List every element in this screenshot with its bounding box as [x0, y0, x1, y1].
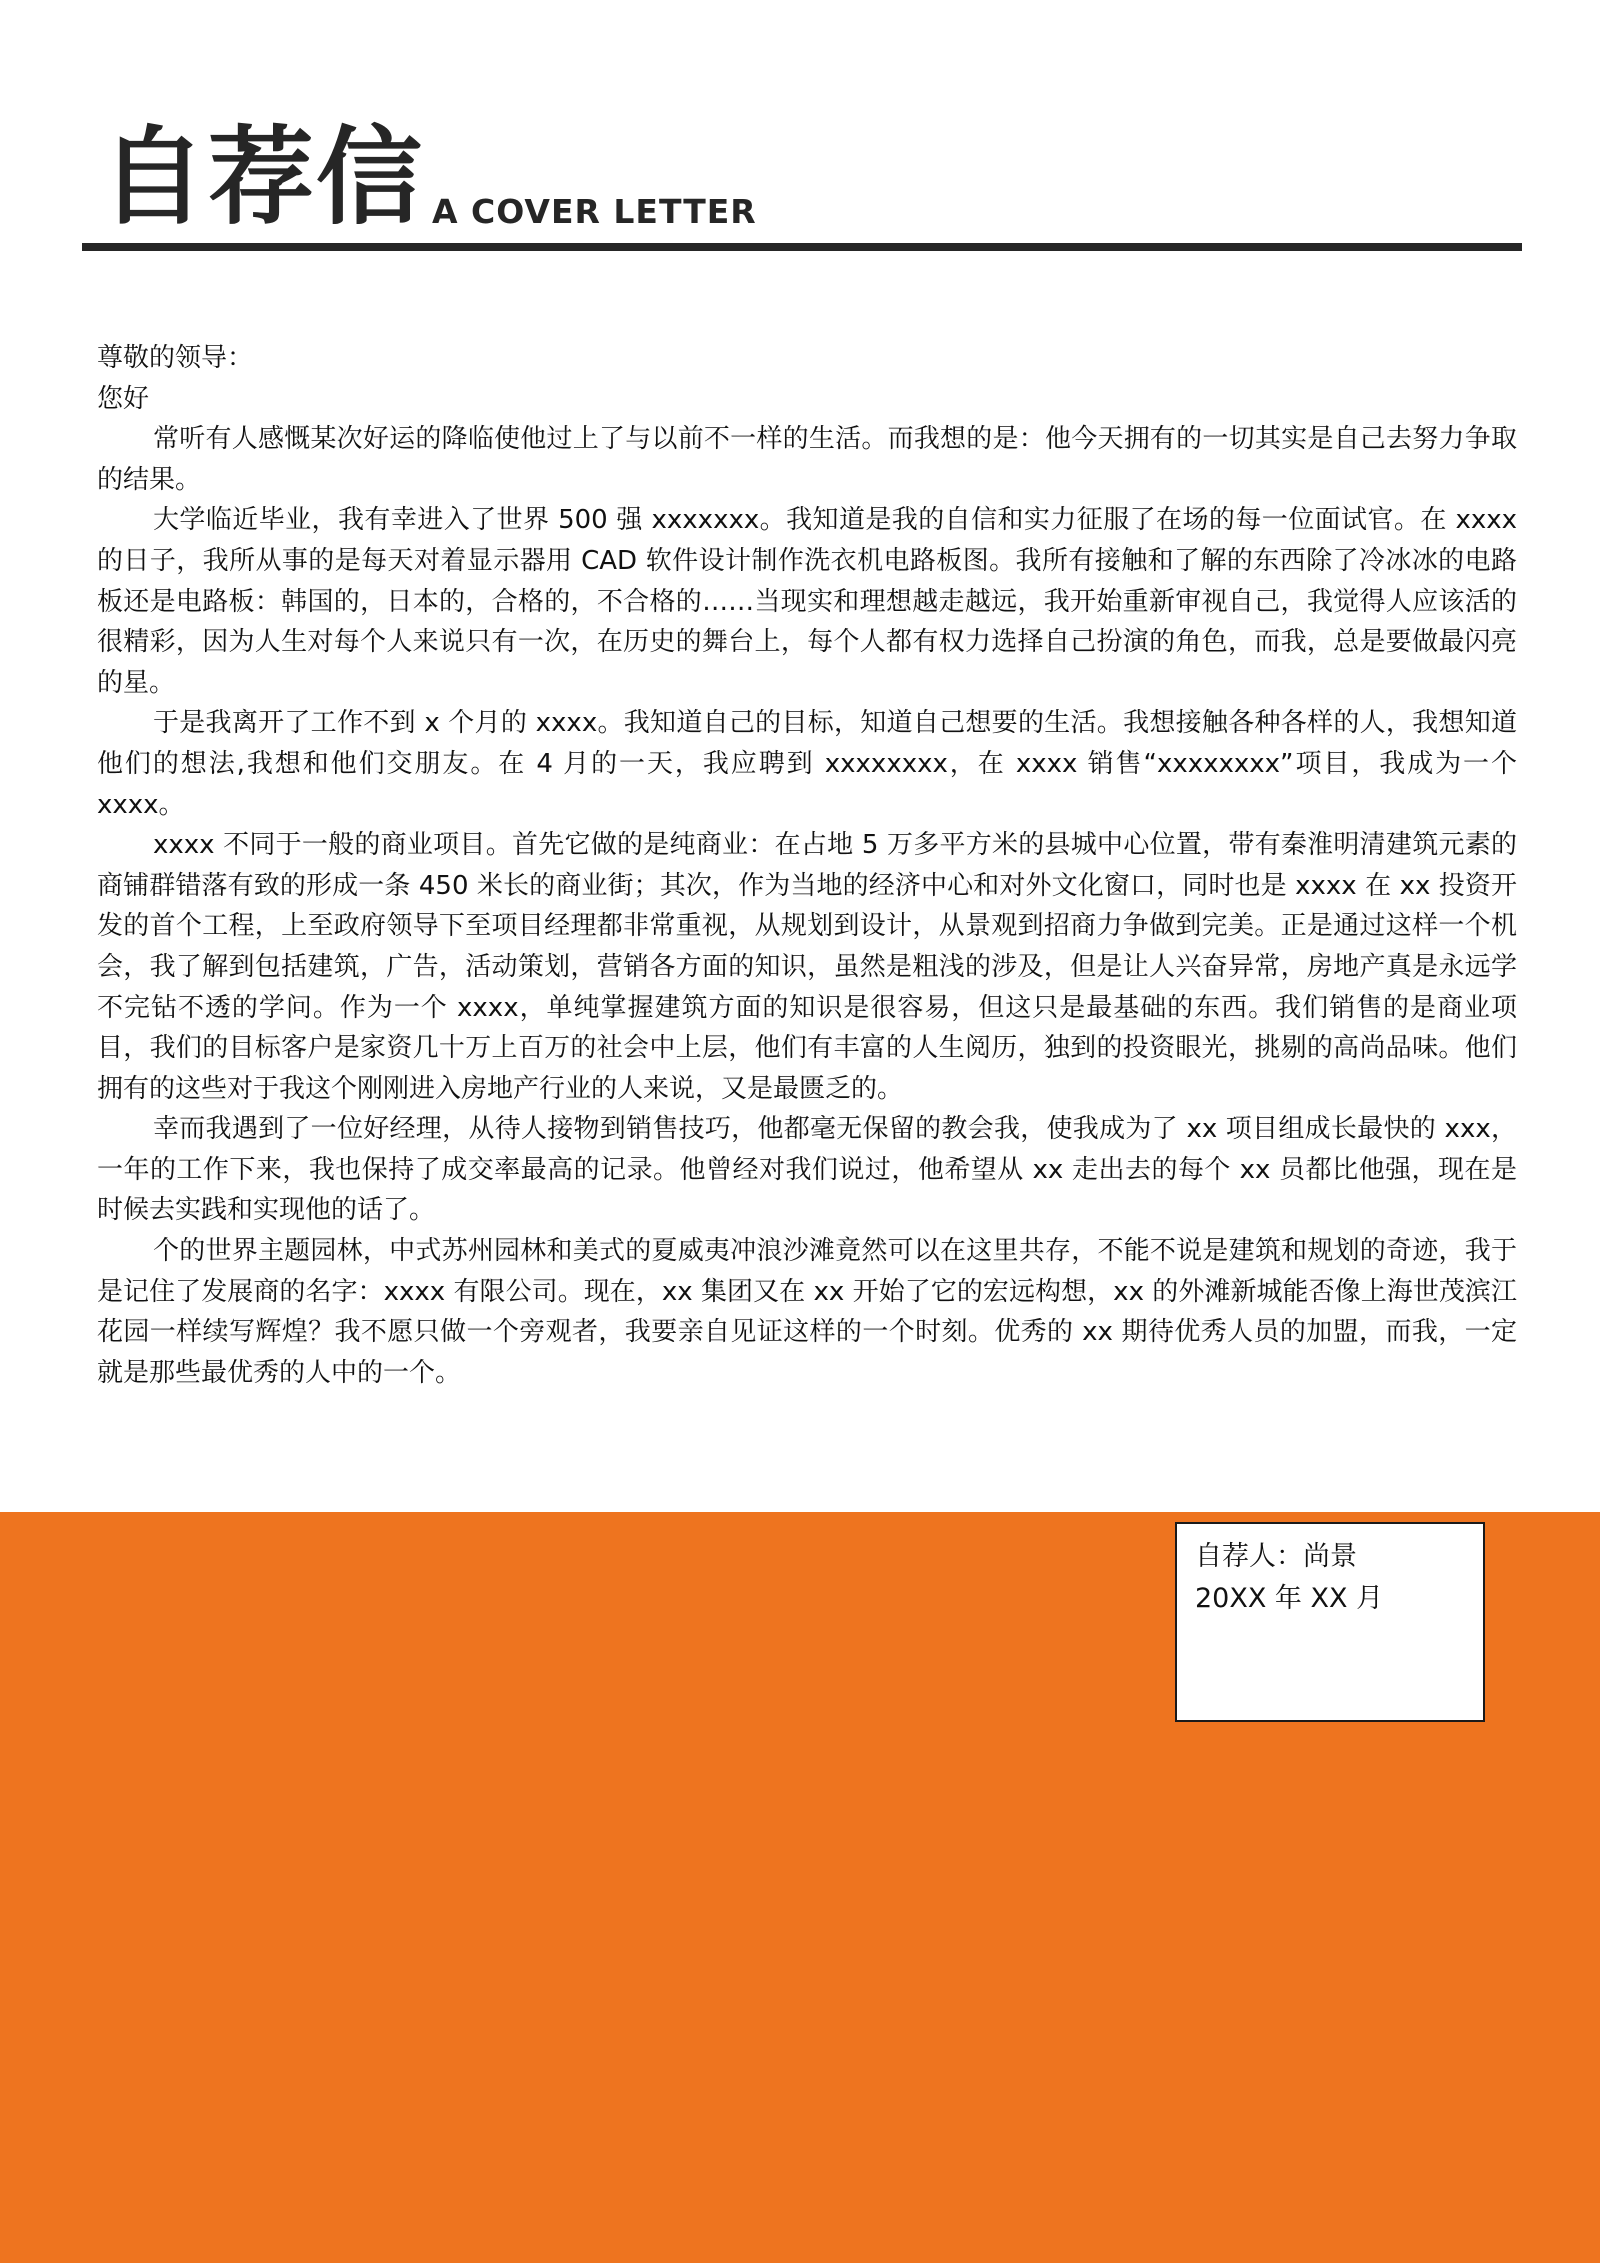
signature-date: 20XX 年 XX 月	[1195, 1583, 1384, 1614]
signature-name: 自荐人：尚景	[1195, 1541, 1357, 1572]
page-subtitle: A COVER LETTER	[432, 192, 757, 231]
header-divider	[82, 243, 1522, 251]
signature-box	[1175, 1522, 1485, 1722]
paragraph-4: xxxx 不同于一般的商业项目。首先它做的是纯商业：在占地 5 万多平方米的县城中心位置，带有秦淮明清建筑元素的商铺群错落有致的形成一条 450 米长的商业街；其次，作为当地的经济中心和对外文化窗口，同时也是 xxxx 在 xx 投资开发的首个工程，上至政府领导下至项目经理都非常重视，从规划到设计，从景观到招商力争做到完美。正是通过这样一个机会，我了解到包括建筑，广告，活动策划，营销各方面的知识，虽然是粗浅的涉及，但是让人兴奋异常，房地产真是永远学不完钻不透的学问。作为一个 xxxx，单纯掌握建筑方面的知识是很容易，但这只是最基础的东西。我们销售的是商业项目，我们的目标客户是家资几十万上百万的社会中上层，他们有丰富的人生阅历，独到的投资眼光，挑剔的高尚品味。他们拥有的这些对于我这个刚刚进入房地产行业的人来说，又是最匮乏的。	[97, 830, 1517, 1104]
paragraph-5: 幸而我遇到了一位好经理，从待人接物到销售技巧，他都毫无保留的教会我，使我成为了 xx 项目组成长最快的 xxx，一年的工作下来，我也保持了成交率最高的记录。他曾经对我们说过，他希望从 xx 走出去的每个 xx 员都比他强，现在是时候去实践和实现他的话了。	[97, 1114, 1517, 1226]
letter-header	[100, 118, 1500, 238]
paragraph-6: 个的世界主题园林，中式苏州园林和美式的夏威夷冲浪沙滩竟然可以在这里共存，不能不说是建筑和规划的奇迹，我于是记住了发展商的名字：xxxx 有限公司。现在，xx 集团又在 xx 开始了它的宏远构想，xx 的外滩新城能否像上海世茂滨江花园一样续写辉煌？我不愿只做一个旁观者，我要亲自见证这样的一个时刻。优秀的 xx 期待优秀人员的加盟，而我，一定就是那些最优秀的人中的一个。	[97, 1236, 1517, 1388]
paragraph-2: 大学临近毕业，我有幸进入了世界 500 强 xxxxxxx。我知道是我的自信和实力征服了在场的每一位面试官。在 xxxx 的日子，我所从事的是每天对着显示器用 CAD 软件设计制作洗衣机电路板图。我所有接触和了解的东西除了冷冰冰的电路板还是电路板：韩国的，日本的，合格的，不合格的……当现实和理想越走越远，我开始重新审视自己，我觉得人应该活的很精彩，因为人生对每个人来说只有一次，在历史的舞台上，每个人都有权力选择自己扮演的角色，而我，总是要做最闪亮的星。	[97, 505, 1517, 698]
letter-body	[97, 338, 1517, 1393]
paragraph-1: 常听有人感慨某次好运的降临使他过上了与以前不一样的生活。而我想的是：他今天拥有的一切其实是自己去努力争取的结果。	[97, 424, 1517, 495]
page-title: 自荐信	[100, 116, 424, 239]
salutation: 尊敬的领导：	[97, 343, 254, 373]
paragraph-3: 于是我离开了工作不到 x 个月的 xxxx。我知道自己的目标，知道自己想要的生活。我想接触各种各样的人，我想知道他们的想法,我想和他们交朋友。在 4 月的一天，我应聘到 xxxxxxxx，在 xxxx 销售“xxxxxxxx”项目，我成为一个 xxxx。	[97, 708, 1517, 820]
greeting: 您好	[97, 383, 150, 414]
